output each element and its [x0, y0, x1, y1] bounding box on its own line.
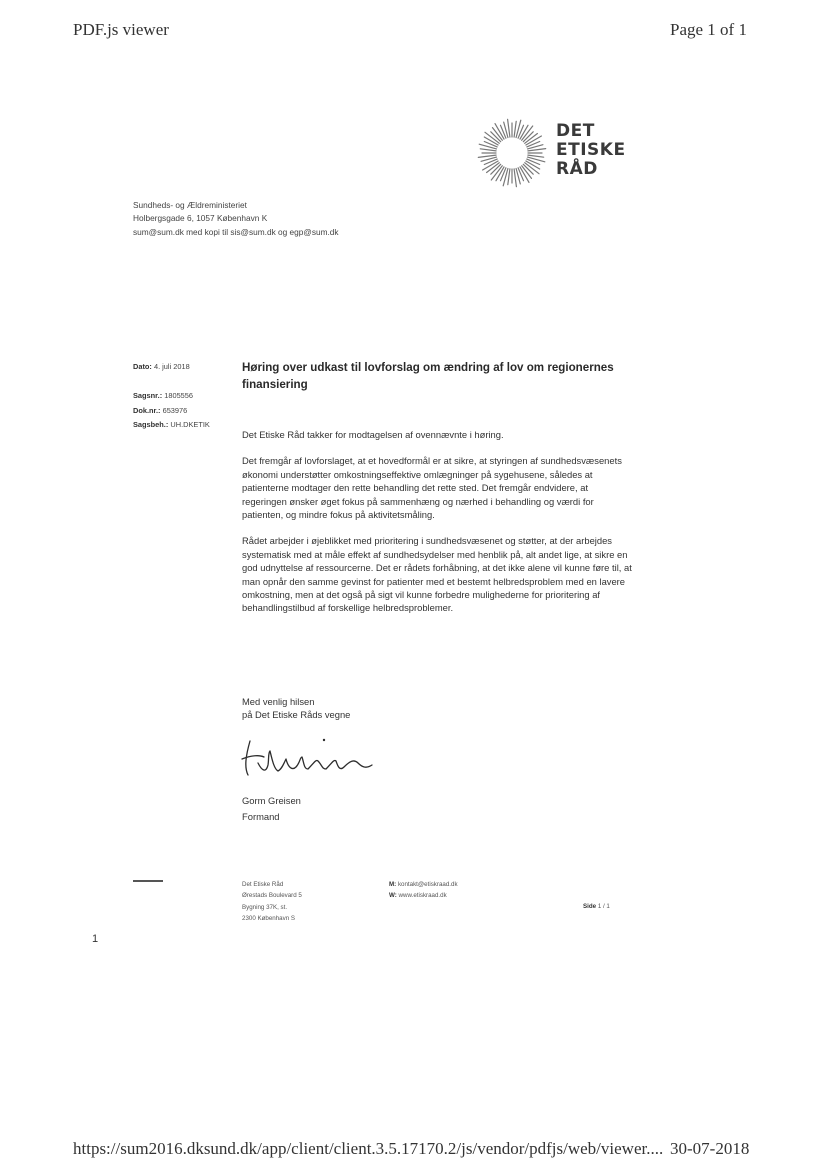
meta-date-value: 4. juli 2018 — [153, 362, 190, 371]
viewer-title: PDF.js viewer — [73, 20, 169, 39]
footer-mail-label: M: — [389, 881, 397, 888]
print-url: https://sum2016.dksund.dk/app/client/client.3.5.17170.2/js/vendor/pdfjs/web/viewer.... — [73, 1139, 664, 1158]
logo-ray — [508, 169, 510, 185]
logo-line-2: ETISKE — [556, 140, 626, 160]
logo-ray — [514, 121, 516, 137]
letter-body — [242, 428, 632, 628]
meta-handler-value: UH.DKETIK — [170, 420, 210, 429]
signer-block — [242, 793, 301, 824]
footer-org: Det Etiske Råd — [242, 881, 284, 888]
recipient-name: Sundheds- og Ældreministeriet — [133, 200, 247, 210]
meta-handler — [133, 418, 210, 433]
meta-doc — [133, 404, 210, 419]
recipient-email: sum@sum.dk med kopi til sis@sum.dk og egp@sum.dk — [133, 226, 339, 237]
print-date: 30-07-2018 — [670, 1139, 750, 1158]
logo-ray — [514, 169, 516, 187]
logo-ray — [478, 155, 496, 157]
footer-page-value: 1 / 1 — [597, 903, 610, 910]
document-title: Høring over udkast til lovforslag om ændring af lov om regionernes finansiering — [242, 361, 614, 391]
logo-ray — [480, 149, 496, 151]
footer-building: Bygning 37K, st. — [242, 903, 288, 911]
handwritten-signature — [238, 733, 378, 788]
det-etiske-raad-logo — [476, 118, 626, 188]
body-paragraph-3: Rådet arbejder i øjeblikket med prioritering i sundhedsvæsenet og støtter, at der arbejdes systematisk med at måle effekt af sundhedsydelser med henblik på, alt andet lige, at sikre en god udnyttelse af ressourcerne. Det er rådets forhåbning, at det ikke alene vil kunne føre til, at man opnår den samme gevinst for patienter med et bestemt helbredsproblem med en lavere omkostning, men at det også på sigt vil kunne forbedre mulighederne for prioritering af behandlingstilbud af forskellige helbredsproblemer. — [242, 535, 632, 614]
signer-name: Gorm Greisen — [242, 795, 301, 806]
meta-doc-label: Dok.nr.: — [133, 405, 161, 415]
footer-city: 2300 København S — [242, 914, 295, 922]
footer-address — [242, 879, 302, 924]
meta-case-label: Sagsnr.: — [133, 391, 163, 400]
footer-street: Ørestads Boulevard 5 — [242, 892, 302, 900]
document-metadata — [133, 360, 210, 433]
recipient-address: Holbergsgade 6, 1057 København K — [133, 213, 268, 224]
recipient-block — [133, 199, 339, 239]
meta-date — [133, 360, 210, 375]
logo-ray — [508, 119, 510, 137]
page-indicator: Page 1 of 1 — [670, 20, 747, 39]
closing-line-1: Med venlig hilsen — [242, 696, 315, 707]
footer-mail-value: kontakt@etiskraad.dk — [397, 881, 458, 888]
logo-line-3: RÅD — [556, 159, 598, 179]
footer-page-label: Side — [583, 903, 597, 910]
meta-case — [133, 389, 210, 404]
closing-line-2: på Det Etiske Råds vegne — [242, 709, 351, 721]
meta-case-value: 1805556 — [164, 391, 194, 400]
sunburst-logo-mark — [476, 118, 548, 188]
closing-block — [242, 695, 350, 722]
footer-contact — [389, 879, 458, 902]
footer-mail — [389, 879, 458, 890]
signer-role: Formand — [242, 810, 280, 822]
footer-web-value: www.etiskraad.dk — [398, 892, 447, 900]
page-index: 1 — [92, 933, 99, 945]
logo-line-1: DET — [556, 121, 595, 141]
footer-web-label: W: — [389, 892, 397, 900]
logo-wordmark — [556, 122, 626, 179]
body-paragraph-1: Det Etiske Råd takker for modtagelsen af ovennævnte i høring. — [242, 429, 504, 440]
logo-ray — [528, 155, 544, 157]
meta-doc-value: 653976 — [162, 405, 188, 415]
logo-ray — [528, 149, 546, 151]
footer-web — [389, 890, 458, 901]
footer-divider — [133, 880, 163, 882]
footer-page-marker — [583, 903, 610, 910]
body-paragraph-2: Det fremgår af lovforslaget, at et hovedformål er at sikre, at styringen af sundhedsvæsenets økonomi understøtter omkostningseffektive omlægninger på sygehusene, således at patienterne modtager den rette behandling det rette sted. Det fremgår endvidere, at regeringen ønsker øget fokus på sammenhæng og nærhed i behandling og værdi for patienten, og mindre fokus på aktivitetsmåling. — [242, 455, 622, 521]
meta-date-label: Dato: — [133, 362, 152, 371]
meta-handler-label: Sagsbeh.: — [133, 420, 169, 429]
